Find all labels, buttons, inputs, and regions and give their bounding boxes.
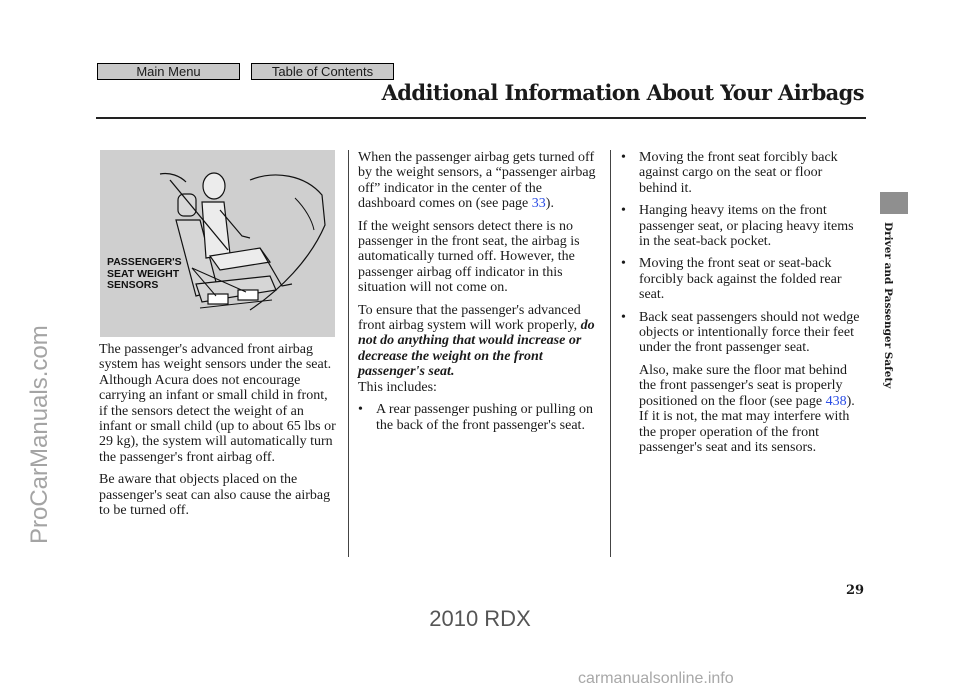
list-item [358,402,598,433]
paragraph [358,303,598,380]
paragraph: If the weight sensors detect there is no passenger in the front seat, the airbag is automatically turned off. However, the passenger airbag off indicator in this situation will not come on. [358,218,580,296]
figure-label [107,257,217,292]
bullet-icon: • [621,256,626,272]
section-tab[interactable] [880,192,908,214]
column-divider [610,150,611,557]
list-item-text: Back seat passengers should not wedge objects or intentionally force their feet under the front passenger seat. [639,309,860,356]
bullet-icon: • [621,309,626,325]
watermark-left: ProCarManuals.com [26,325,53,545]
column-3 [621,150,861,462]
text: ). [545,196,554,212]
bullet-icon: • [358,402,363,418]
bullet-icon: • [621,150,626,165]
list-item [621,310,861,356]
emphasis-text: do not do anything that would increase or decrease the weight on the front passenger's seat. [358,318,595,380]
page-link-438[interactable]: 438 [825,393,847,409]
page-number: 29 [846,583,865,598]
title-rule [96,117,866,119]
paragraph: Be aware that objects placed on the passenger's seat can also cause the airbag to be turned off. [99,472,331,519]
paragraph: The passenger's advanced front airbag system has weight sensors under the seat. Although Acura does not encourage carrying an infant or small child in front, if the sensors detect the weight of an infant or small child (up to about 65 lbs or 29 kg), the system will automatically turn the passenger's front airbag off. [99,342,336,465]
paragraph [621,363,861,455]
main-menu-button[interactable]: Main Menu [97,63,240,80]
list-item [621,256,861,302]
column-2 [358,150,598,440]
table-of-contents-button[interactable]: Table of Contents [251,63,394,80]
figure-label-line: SEAT WEIGHT [107,267,180,280]
column-divider [348,150,349,557]
text: Also, make sure the floor mat behind the front passenger's seat is properly positioned on the floor (see page [639,362,848,409]
section-label: Driver and Passenger Safety [882,222,894,389]
text: To ensure that the passenger's advanced front airbag system will work properly, [358,302,581,334]
watermark-bottom: carmanualsonline.info [578,670,734,687]
list-item-text: Hanging heavy items on the front passenger seat, or placing heavy items in the seat-back pocket. [639,203,854,250]
column-1 [99,342,339,525]
figure-label-line: PASSENGER'S [107,256,182,268]
list-item [621,203,861,249]
bullet-icon: • [621,203,626,219]
list-item-text: Moving the front seat or seat-back forcibly back against the folded rear seat. [639,256,842,303]
text: When the passenger airbag gets turned off by the weight sensors, a “passenger airbag off” indicator in the center of the dashboard comes on (see page [358,150,596,212]
seat-sensor-illustration [100,150,335,337]
model-label: 2010 RDX [429,606,531,631]
list-item-text: A rear passenger pushing or pulling on the back of the front passenger's seat. [376,402,593,433]
page-link-33[interactable]: 33 [531,196,546,212]
seat-illustration-icon [100,150,335,337]
list-item [621,150,861,196]
page-title: Additional Information About Your Airbags [381,80,864,105]
figure-label-line: SENSORS [107,279,159,291]
paragraph: This includes: [358,379,437,395]
text: ). If it is not, the mat may interfere with the proper operation of the front passenger's seat and its sensors. [639,393,855,455]
list-item-text: Moving the front seat forcibly back against cargo on the seat or floor behind it. [639,150,838,196]
paragraph [358,150,598,212]
